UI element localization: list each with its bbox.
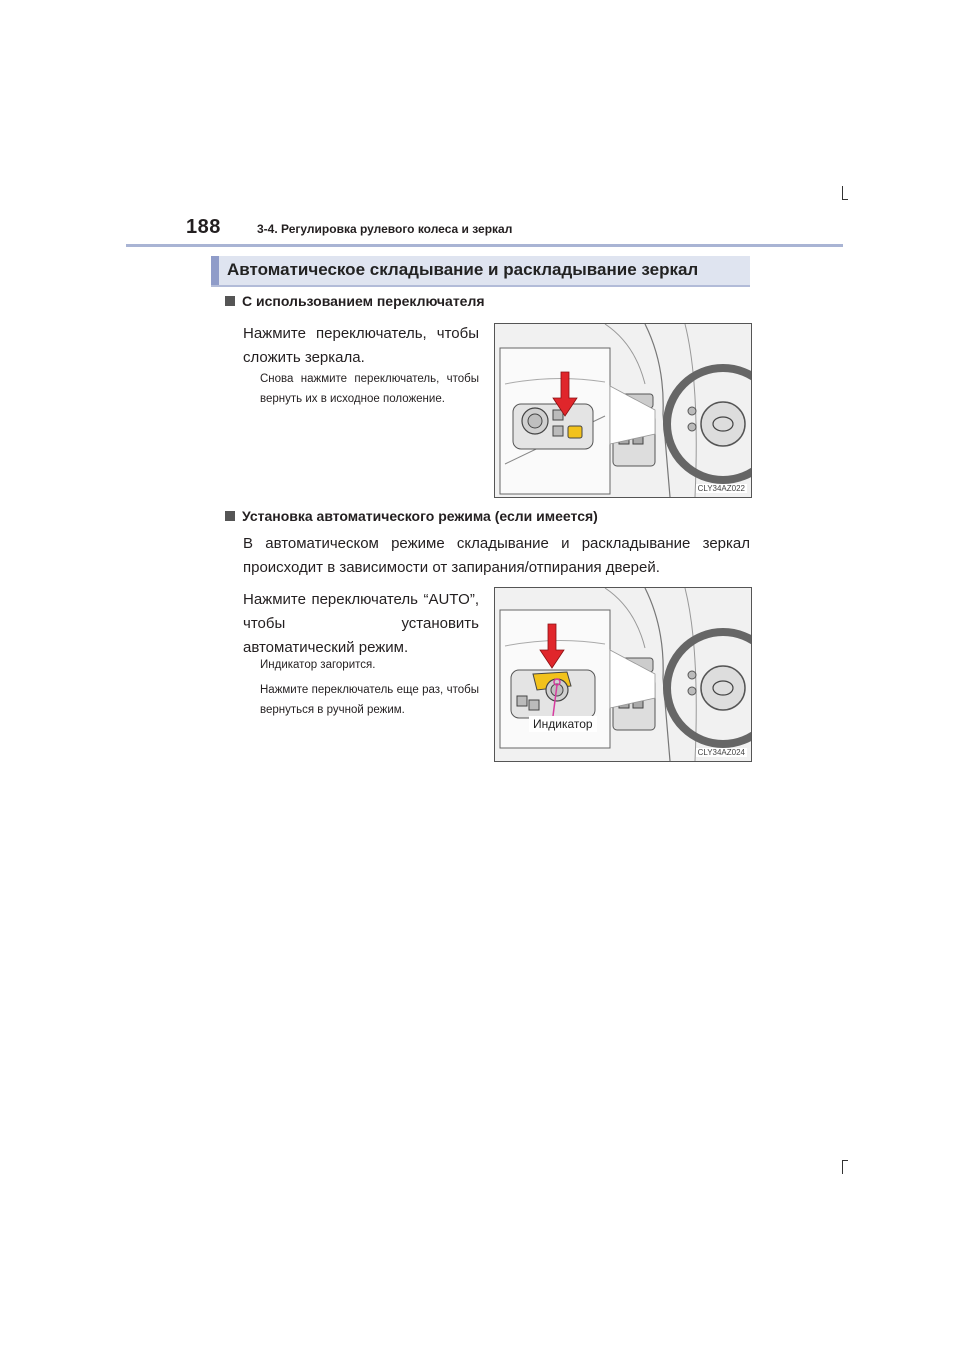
block1-note: Снова нажмите переключатель, чтобы вернуть их в исходное положение. xyxy=(260,373,479,405)
section-title-bar xyxy=(211,256,750,287)
crop-mark-top-tick xyxy=(842,199,848,200)
illustration-door-panel-1 xyxy=(495,324,751,497)
block2-note-1: Индикатор загорится. xyxy=(260,659,376,671)
square-bullet-icon xyxy=(225,511,235,521)
crop-mark-bottom xyxy=(842,1160,843,1174)
crop-mark-top xyxy=(842,186,843,200)
figure-code-2: CLY34AZ024 xyxy=(697,748,745,757)
crop-mark-bottom-tick xyxy=(842,1160,848,1161)
figure-fold-switch xyxy=(494,323,752,498)
square-bullet-icon xyxy=(225,296,235,306)
section-accent xyxy=(211,256,219,285)
block2-main-text: Нажмите переключатель “AUTO”, чтобы установить автоматический режим. xyxy=(243,591,479,656)
block2-intro: В автоматическом режиме складывание и раскладывание зеркал происходит в зависимости от запирания/отпирания дверей. xyxy=(243,535,750,576)
figure-code-1: CLY34AZ022 xyxy=(697,484,745,493)
chapter-title: 3-4. Регулировка рулевого колеса и зеркал xyxy=(257,222,513,236)
subheading-auto-mode xyxy=(225,508,598,524)
page-number: 188 xyxy=(186,216,221,238)
section-title: Автоматическое складывание и раскладывание зеркал xyxy=(227,260,699,279)
figure-auto-switch xyxy=(494,587,752,762)
indicator-callout-label: Индикатор xyxy=(529,716,597,732)
block1-main-text: Нажмите переключатель, чтобы сложить зеркала. xyxy=(243,325,479,366)
block2-note-2: Нажмите переключатель еще раз, чтобы вернуться в ручной режим. xyxy=(260,684,479,716)
subheading-switch-text: С использованием переключателя xyxy=(242,293,485,309)
subheading-switch xyxy=(225,293,485,309)
illustration-door-panel-2 xyxy=(495,588,751,761)
header-rule xyxy=(126,244,843,247)
subheading-auto-mode-text: Установка автоматического режима (если имеется) xyxy=(242,508,598,524)
